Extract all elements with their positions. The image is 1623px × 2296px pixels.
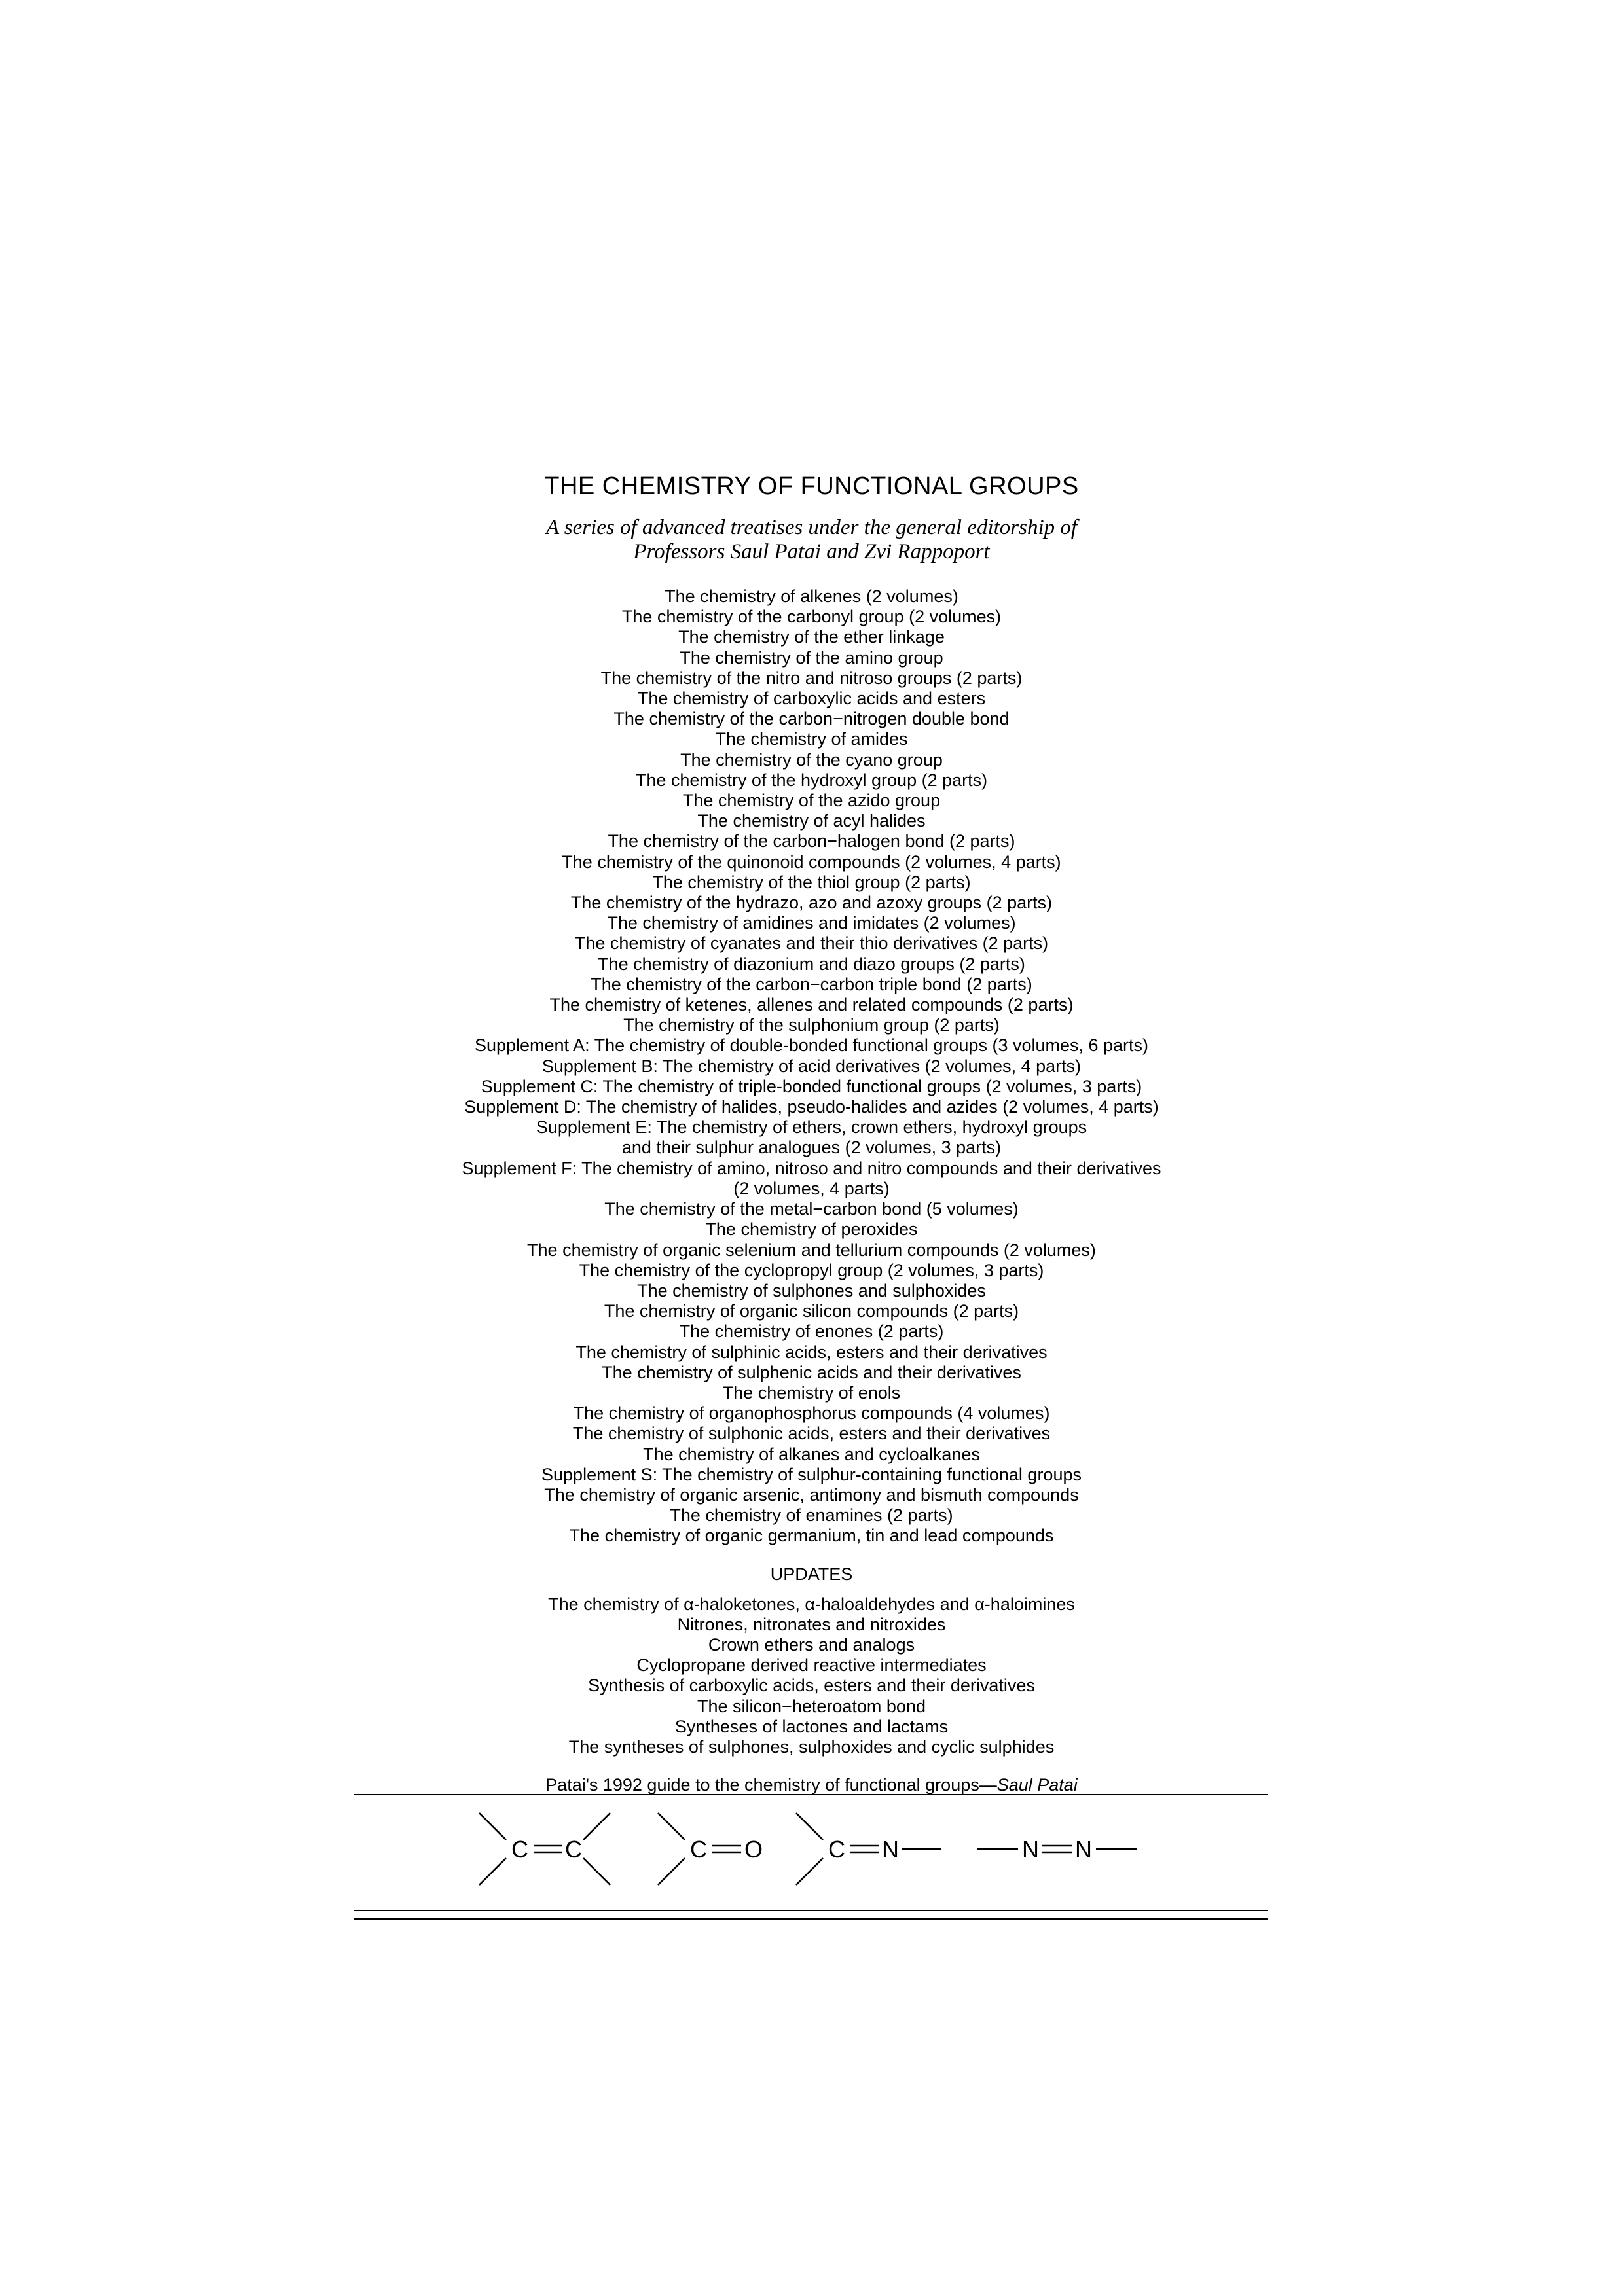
volume-item: The chemistry of amides [715,729,908,749]
volume-item: The chemistry of carboxylic acids and esters [637,689,986,709]
volume-item: The chemistry of enones (2 parts) [679,1321,944,1342]
volume-item: The chemistry of ketenes, allenes and related compounds (2 parts) [549,995,1074,1015]
volume-item: The chemistry of acyl halides [697,811,926,831]
guide-title: Patai's 1992 guide to the chemistry of functional groups— [545,1775,997,1795]
volume-item: The chemistry of the ether linkage [678,627,945,647]
volume-item: The chemistry of sulphonic acids, esters and their derivatives [572,1424,1051,1444]
functional-group-structures [354,1800,1268,1898]
volume-item: Supplement E: The chemistry of ethers, crown ethers, hydroxyl groups [536,1117,1087,1138]
volume-item: The chemistry of the nitro and nitroso groups (2 parts) [600,668,1023,688]
update-item: The chemistry of α-haloketones, α-haloaldehydes and α-haloimines [548,1594,1075,1614]
updates-heading: UPDATES [770,1564,853,1584]
volume-item: The chemistry of sulphinic acids, esters and their derivatives [575,1342,1048,1362]
update-item: Crown ethers and analogs [708,1634,915,1655]
azo-structure [977,1846,1137,1852]
volume-item: The chemistry of sulphones and sulphoxides [637,1280,986,1300]
volume-item: The chemistry of organic selenium and tellurium compounds (2 volumes) [527,1240,1096,1260]
volume-item: (2 volumes, 4 parts) [733,1178,890,1198]
volume-item: The chemistry of the amino group [680,647,943,668]
series-subtitle [0,516,1623,564]
volume-item: The chemistry of alkanes and cycloalkanes [643,1444,980,1464]
volume-item: The chemistry of the cyclopropyl group (2 volumes, 3 parts) [579,1260,1044,1280]
volume-item: The chemistry of the thiol group (2 parts) [652,872,971,892]
alkene-atom-1: C [511,1836,528,1863]
alkene-structure [479,1813,610,1885]
volume-item: The chemistry of the carbon−carbon triple bond (2 parts) [591,974,1032,994]
volume-item: The chemistry of the hydrazo, azo and azoxy groups (2 parts) [570,893,1053,913]
volume-item: The chemistry of organic germanium, tin and lead compounds [569,1526,1054,1546]
volume-item: The chemistry of the carbon−halogen bond (2 parts) [608,831,1015,852]
update-item: Cyclopropane derived reactive intermediates [636,1655,987,1676]
update-item: Nitrones, nitronates and nitroxides [677,1614,946,1634]
volume-item: The chemistry of the sulphonium group (2 parts) [623,1015,1000,1035]
update-item: Syntheses of lactones and lactams [674,1716,949,1736]
volume-item: The chemistry of the cyano group [680,749,943,770]
volume-item: The chemistry of the azido group [682,791,941,811]
alkene-atom-2: C [565,1836,582,1863]
volume-item: The chemistry of the hydroxyl group (2 parts) [635,770,988,790]
series-title: THE CHEMISTRY OF FUNCTIONAL GROUPS [544,473,1079,500]
volume-item: The chemistry of the quinonoid compounds (2 volumes, 4 parts) [562,852,1061,872]
volume-item: The chemistry of amidines and imidates (2 volumes) [607,913,1016,933]
imine-atom-1: C [828,1836,845,1863]
volume-item: Supplement D: The chemistry of halides, pseudo-halides and azides (2 volumes, 4 parts) [464,1097,1159,1117]
update-item: The silicon−heteroatom bond [697,1696,926,1716]
guide-author: Saul Patai [996,1775,1078,1795]
volume-item: The chemistry of peroxides [705,1219,918,1240]
volume-item: Supplement F: The chemistry of amino, nitroso and nitro compounds and their derivatives [462,1158,1161,1178]
volume-item: The chemistry of organic silicon compounds (2 parts) [604,1301,1019,1321]
volume-item: The chemistry of diazonium and diazo groups (2 parts) [598,954,1025,974]
volume-item: Supplement B: The chemistry of acid derivatives (2 volumes, 4 parts) [541,1056,1082,1076]
update-item: Synthesis of carboxylic acids, esters and their derivatives [588,1676,1035,1696]
update-item: The syntheses of sulphones, sulphoxides and cyclic sulphides [568,1736,1055,1757]
volume-list [0,586,1623,1547]
imine-atom-2: N [882,1836,899,1863]
carbonyl-atom-1: C [690,1836,707,1863]
series-page [0,471,1623,1795]
volume-item: The chemistry of organic arsenic, antimony and bismuth compounds [544,1484,1079,1505]
volume-item: Supplement C: The chemistry of triple-bonded functional groups (2 volumes, 3 parts) [481,1076,1142,1096]
volume-item: The chemistry of the metal−carbon bond (5 volumes) [604,1199,1019,1219]
azo-atom-2: N [1075,1836,1092,1863]
azo-atom-1: N [1022,1836,1039,1863]
volume-item: The chemistry of cyanates and their thio derivatives (2 parts) [574,933,1049,954]
series-subtitle-line: A series of advanced treatises under the general editorship of [545,516,1078,539]
volume-item: and their sulphur analogues (2 volumes, 3 parts) [621,1138,1002,1158]
carbonyl-atom-2: O [744,1836,763,1863]
volume-item: Supplement S: The chemistry of sulphur-containing functional groups [541,1464,1082,1484]
top-rule [354,1794,1268,1795]
bottom-rule [354,1910,1268,1911]
updates-list [0,1594,1623,1758]
volume-item: The chemistry of enols [722,1382,901,1403]
volume-item: The chemistry of the carbonyl group (2 volumes) [621,607,1002,627]
volume-item: The chemistry of the carbon−nitrogen double bond [613,709,1010,729]
volume-item: Supplement A: The chemistry of double-bonded functional groups (3 volumes, 6 parts) [474,1035,1149,1056]
volume-item: The chemistry of organophosphorus compounds (4 volumes) [573,1403,1050,1424]
volume-item: The chemistry of enamines (2 parts) [670,1505,953,1526]
series-subtitle-line: Professors Saul Patai and Zvi Rappoport [633,540,990,564]
volume-item: The chemistry of sulphenic acids and their derivatives [602,1362,1021,1382]
guide-line [0,1775,1623,1795]
bottom-rule [354,1918,1268,1920]
imine-structure [796,1813,941,1885]
volume-item: The chemistry of alkenes (2 volumes) [665,586,958,606]
